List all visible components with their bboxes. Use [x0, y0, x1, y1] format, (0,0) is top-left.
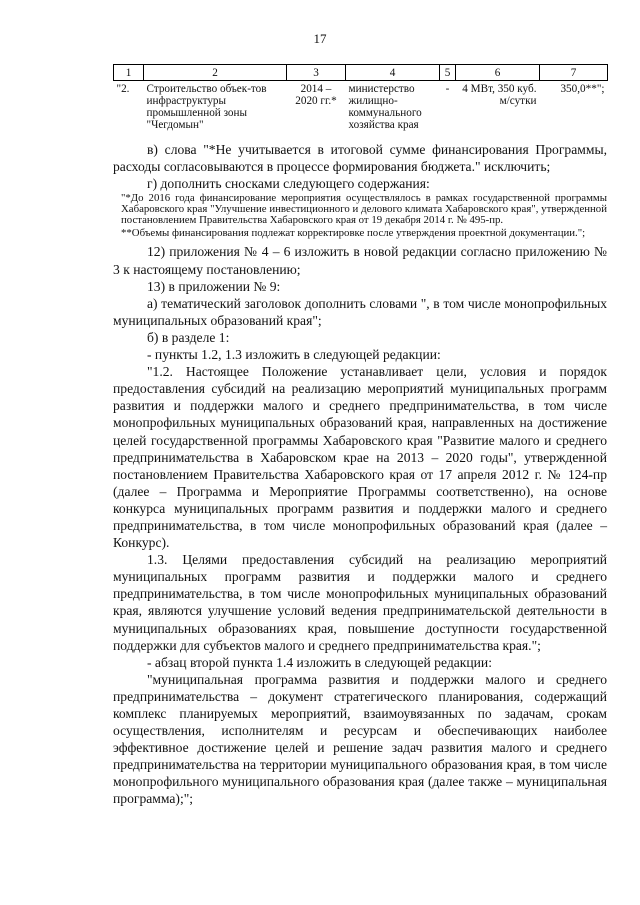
- paragraph: в) слова "*Не учитывается в итоговой сумме финансирования Программы, расходы согласовываются в процессе формирования бюджета." исключить;: [113, 142, 607, 175]
- paragraph: - пункты 1.2, 1.3 изложить в следующей редакции:: [147, 347, 441, 363]
- table-header-row: [114, 65, 608, 81]
- row-capacity: 4 МВт, 350 куб. м/сутки: [462, 83, 537, 107]
- table-header-cell: 1: [114, 65, 144, 81]
- paragraph: "муниципальная программа развития и поддержки малого и среднего предпринимательства – документ стратегического планирования, содержащий комплекс планируемых мероприятий, взаимоувязанных по задачам, срокам осуществления, исполнителям и ресурсам и обеспечивающих наиболее эффективное достижение целей и решение задач развития малого и среднего предпринимательства на территории муниципального образования края, в том числе монопрофильного муниципального образования края (далее также – муниципальная программа);";: [113, 671, 607, 807]
- table-row: [114, 81, 608, 132]
- row-executor: министерство жилищно-коммунального хозяйства края: [348, 83, 422, 131]
- row-period: 2014 – 2020 гг.*: [295, 83, 337, 107]
- paragraph: а) тематический заголовок дополнить словами ", в том числе монопрофильных муниципальных образований края";: [113, 295, 607, 328]
- footnote: "*До 2016 года финансирование мероприятия осуществлялось в рамках государственной программы Хабаровского края "Улучшение инвестиционного и делового климата Хабаровского края", утвержденной постановлением Правительства Хабаровского края от 19 декабря 2014 г. № 495-пр.: [121, 192, 607, 226]
- program-table: [113, 64, 608, 131]
- row-amount: 350,0**";: [560, 83, 605, 95]
- table-header-cell: 4: [346, 65, 440, 81]
- table-header-cell: 7: [540, 65, 608, 81]
- table-header-cell: 6: [456, 65, 540, 81]
- table-header-cell: 3: [287, 65, 346, 81]
- document-body: [113, 141, 607, 808]
- row-number: "2.: [116, 83, 130, 95]
- row-col5: -: [445, 83, 450, 95]
- paragraph: 1.3. Целями предоставления субсидий на реализацию мероприятий муниципальных программ развития и поддержки малого и среднего предпринимательства, в том числе монопрофильных муниципальных образований края, являются улучшение условий ведения предпринимательской деятельности в муниципальных образованиях края, повышение доступности государственной поддержки для субъектов малого и среднего предпринимательства края.";: [113, 552, 607, 653]
- paragraph: г) дополнить сносками следующего содержания:: [147, 176, 430, 192]
- paragraph: б) в разделе 1:: [147, 329, 230, 345]
- row-activity-name: Строительство объек-тов инфраструктуры промышленной зоны "Чегдомын": [146, 83, 267, 131]
- paragraph: - абзац второй пункта 1.4 изложить в следующей редакции:: [147, 654, 492, 670]
- footnote: **Объемы финансирования подлежат корректировке после утверждения проектной документации.";: [121, 226, 586, 239]
- paragraph: "1.2. Настоящее Положение устанавливает цели, условия и порядок предоставления субсидий на реализацию мероприятий муниципальных программ развития и поддержки малого и среднего предпринимательства, в том числе монопрофильных муниципальных образований края, направленных на достижение целей государственной программы Хабаровского края "Развитие малого и среднего предпринимательства в Хабаровском крае на 2013 – 2020 годы", утвержденной постановлением Правительства Хабаровского края от 17 апреля 2012 г. № 124-пр (далее – Программа и Мероприятие Программы соответственно), на основе конкурса муниципальных программ развития и поддержки малого и среднего предпринимательства, в том числе монопрофильных образований края (далее – Конкурс).: [113, 364, 607, 551]
- paragraph: 12) приложения № 4 – 6 изложить в новой редакции согласно приложению № 3 к настоящему постановлению;: [113, 244, 607, 277]
- paragraph: 13) в приложении № 9:: [147, 278, 281, 294]
- table-header-cell: 2: [144, 65, 287, 81]
- table-header-cell: 5: [440, 65, 456, 81]
- page-number: 17: [313, 31, 327, 46]
